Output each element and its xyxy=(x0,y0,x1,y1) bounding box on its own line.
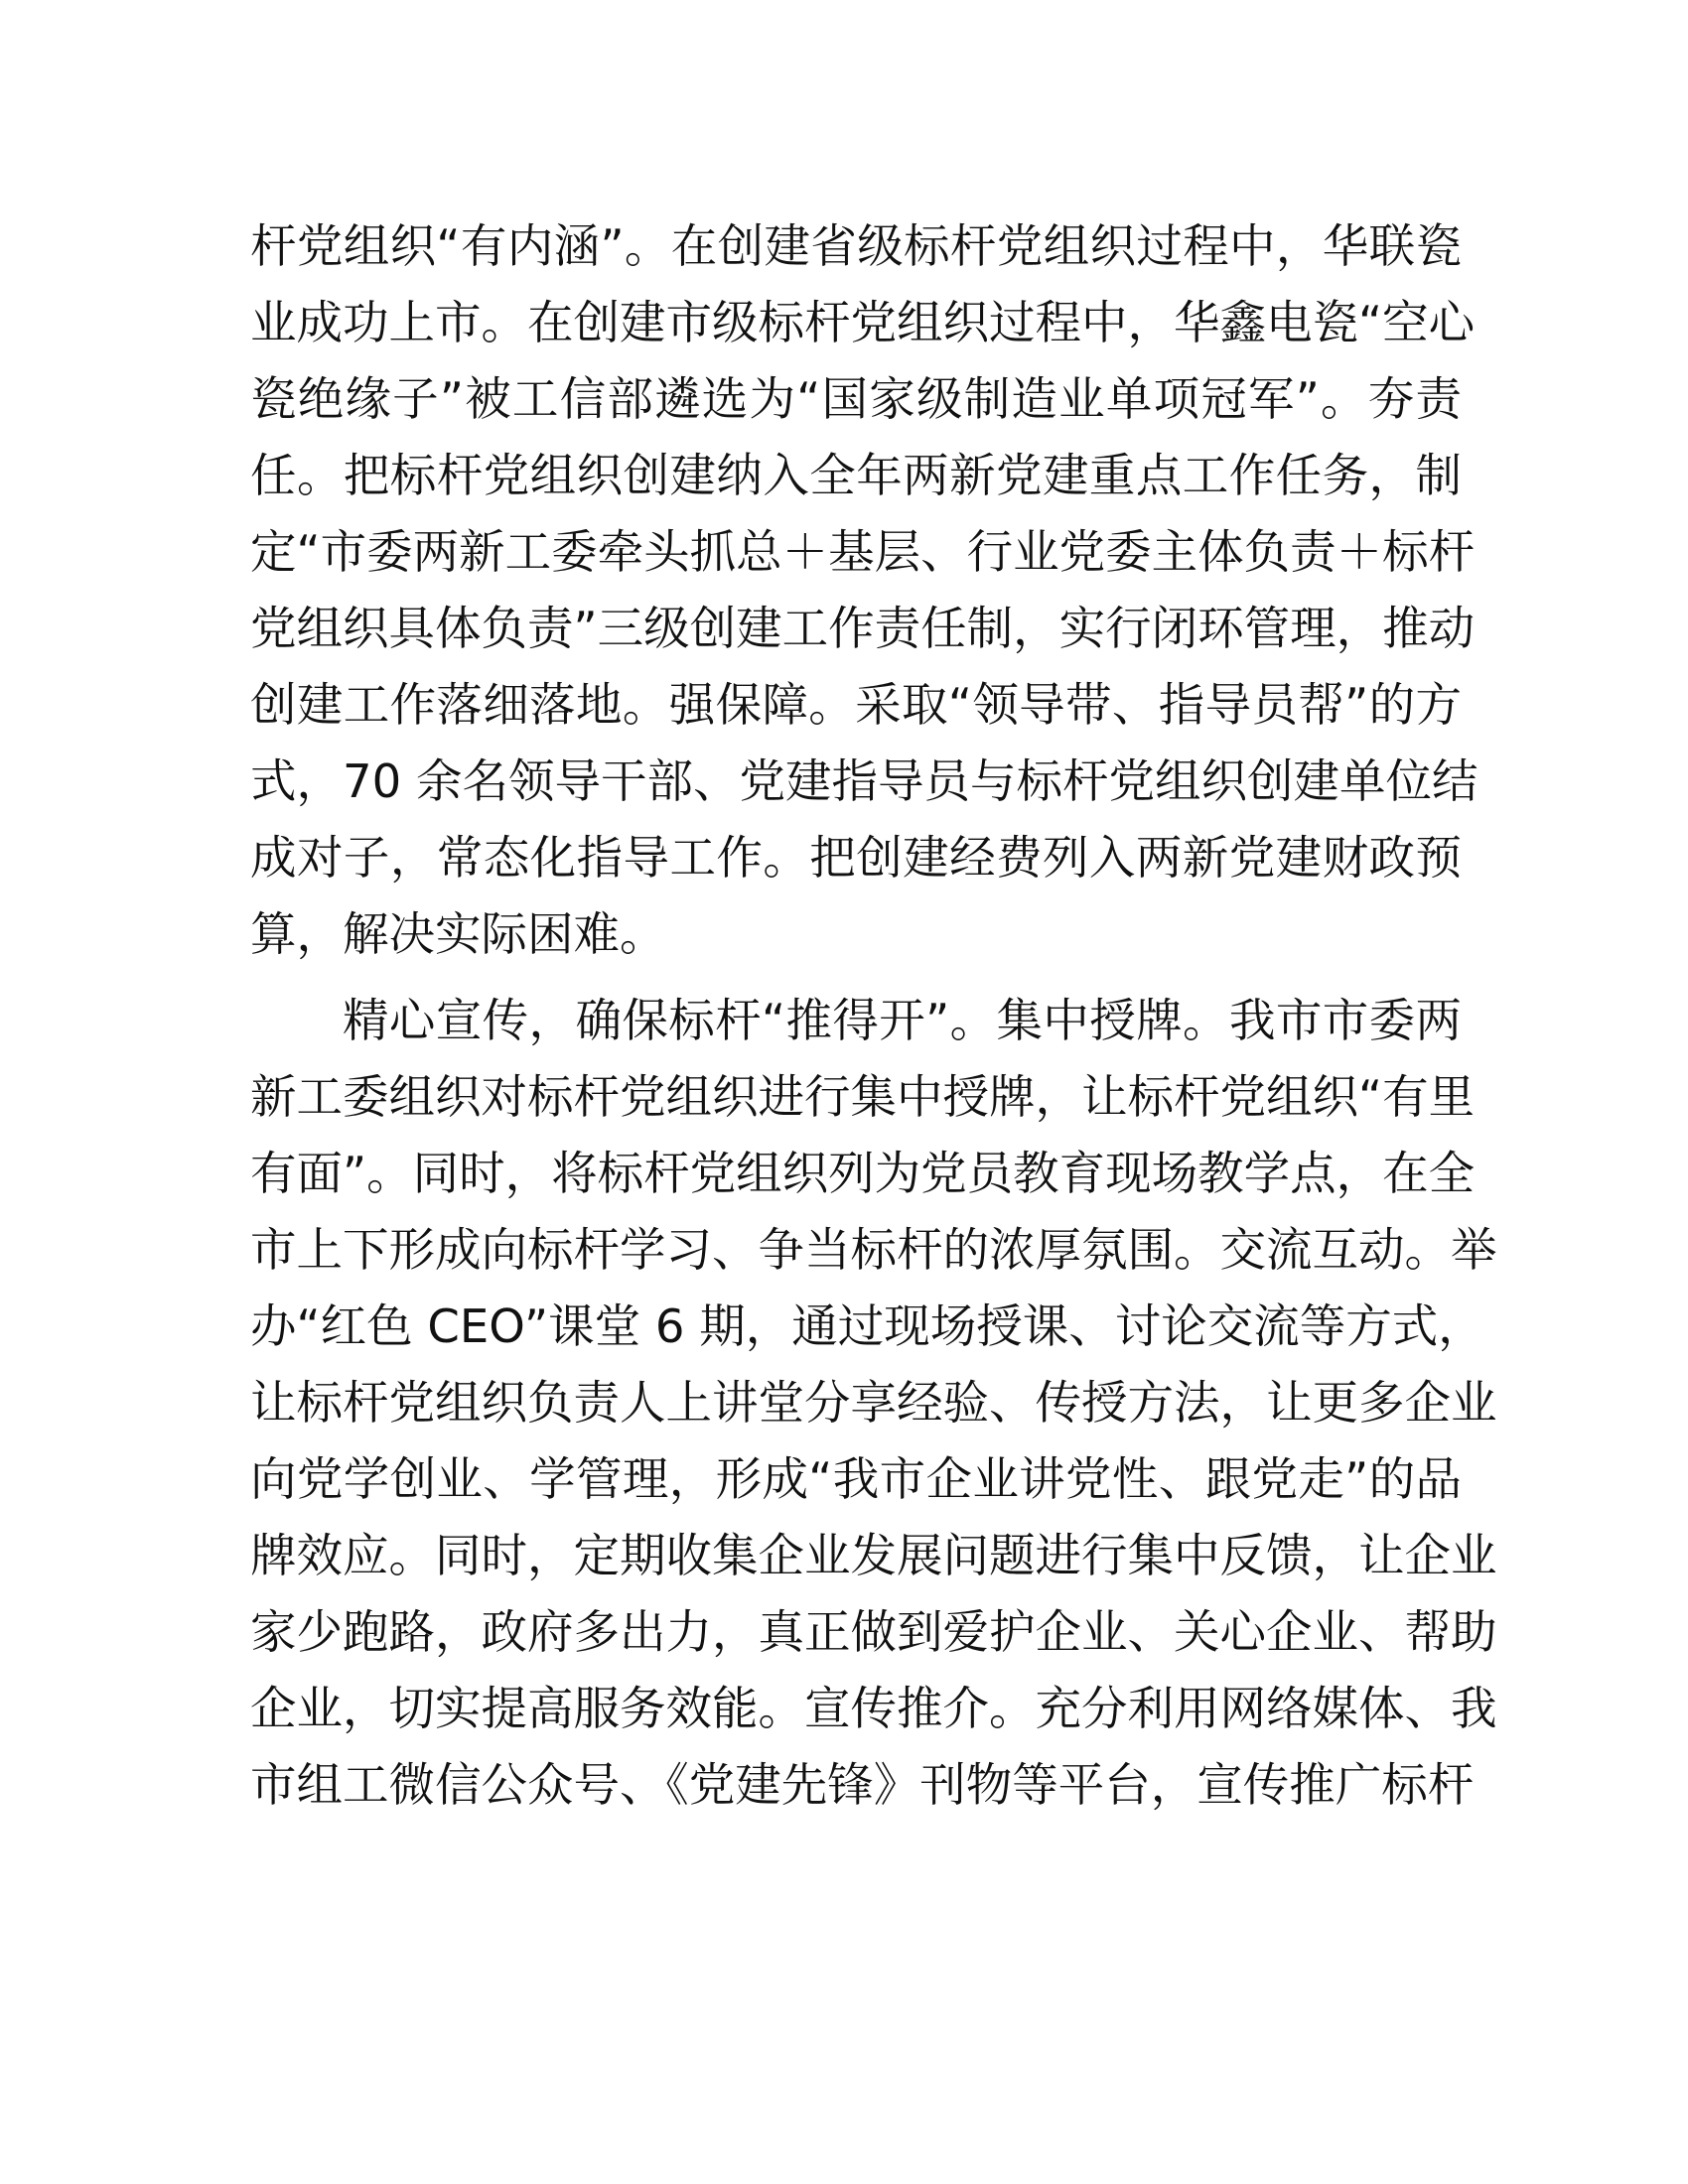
paragraph-line: 瓷绝缘子”被工信部遴选为“国家级制造业单项冠军”。夯责 xyxy=(250,372,1462,426)
paragraph-line: 让标杆党组织负责人上讲堂分享经验、传授方法，让更多企业 xyxy=(250,1376,1497,1430)
paragraph-line: 党组织具体负责”三级创建工作责任制，实行闭环管理，推动 xyxy=(250,602,1476,655)
paragraph-line: 式，70 余名领导干部、党建指导员与标杆党组织创建单位结 xyxy=(250,754,1478,808)
paragraph-line: 企业，切实提高服务效能。宣传推介。充分利用网络媒体、我 xyxy=(250,1682,1497,1735)
paragraph-line: 家少跑路，政府多出力，真正做到爱护企业、关心企业、帮助 xyxy=(250,1605,1497,1659)
paragraph-line: 市上下形成向标杆学习、争当标杆的浓厚氛围。交流互动。举 xyxy=(250,1223,1497,1277)
paragraph-line: 有面”。同时，将标杆党组织列为党员教育现场教学点，在全 xyxy=(250,1147,1476,1200)
paragraph-line: 定“市委两新工委牵头抓总＋基层、行业党委主体负责＋标杆 xyxy=(250,525,1476,579)
paragraph-line: 创建工作落细落地。强保障。采取“领导带、指导员帮”的方 xyxy=(250,678,1462,732)
paragraph-line: 精心宣传，确保标杆“推得开”。集中授牌。我市市委两 xyxy=(343,994,1462,1047)
paragraph-line: 牌效应。同时，定期收集企业发展问题进行集中反馈，让企业 xyxy=(250,1529,1497,1582)
paragraph-line: 办“红色 CEO”课堂 6 期，通过现场授课、讨论交流等方式， xyxy=(250,1299,1484,1353)
paragraph-1 xyxy=(250,208,1478,973)
paragraph-line: 业成功上市。在创建市级标杆党组织过程中，华鑫电瓷“空心 xyxy=(250,296,1476,349)
paragraph-line: 杆党组织“有内涵”。在创建省级标杆党组织过程中，华联瓷 xyxy=(250,219,1462,273)
paragraph-line: 任。把标杆党组织创建纳入全年两新党建重点工作任务，制 xyxy=(250,449,1462,502)
paragraph-line: 成对子，常态化指导工作。把创建经费列入两新党建财政预 xyxy=(250,831,1462,885)
paragraph-line: 新工委组织对标杆党组织进行集中授牌，让标杆党组织“有里 xyxy=(250,1070,1476,1124)
paragraph-line: 市组工微信公众号、《党建先锋》刊物等平台，宣传推广标杆 xyxy=(250,1758,1475,1812)
paragraph-line: 向党学创业、学管理，形成“我市企业讲党性、跟党走”的品 xyxy=(250,1452,1462,1506)
paragraph-line: 算，解决实际困难。 xyxy=(250,907,666,961)
paragraph-2 xyxy=(250,983,1497,1824)
